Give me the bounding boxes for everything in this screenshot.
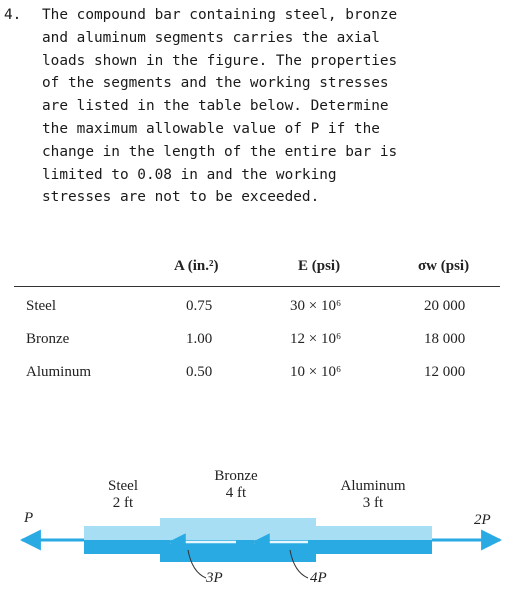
aluminum-label: Aluminum 3 ft [340, 478, 406, 511]
bronze-label: Bronze 4 ft [214, 468, 258, 501]
table-row [14, 331, 502, 355]
problem-line: of the segments and the working stresses [42, 75, 389, 92]
load-label-left: P [24, 510, 34, 526]
header-modulus: E (psi) [298, 258, 341, 274]
row-area: 0.75 [186, 298, 213, 314]
steel-label: Steel 2 ft [108, 478, 138, 511]
problem-line: are listed in the table below. Determine [42, 98, 389, 115]
problem-statement [4, 4, 504, 209]
row-material: Steel [26, 298, 56, 314]
row-stress: 20 000 [424, 298, 466, 314]
load-label-4p: 4P [310, 570, 327, 586]
header-area: A (in.²) [174, 258, 219, 274]
table-header [14, 258, 502, 284]
problem-line: the maximum allowable value of P if the [42, 120, 380, 137]
aluminum-segment-shade [316, 540, 432, 554]
row-stress: 18 000 [424, 331, 466, 347]
problem-line: change in the length of the entire bar is [42, 143, 398, 160]
table-row [14, 364, 502, 388]
load-label-right: 2P [474, 512, 491, 528]
problem-line: loads shown in the figure. The properties [42, 52, 398, 69]
steel-segment-shade [84, 540, 164, 554]
row-material: Bronze [26, 331, 70, 347]
row-modulus: 10 × 10⁶ [290, 364, 342, 380]
row-modulus: 30 × 10⁶ [290, 298, 342, 314]
problem-line: limited to 0.08 in and the working [42, 166, 337, 183]
load-label-3p: 3P [206, 570, 223, 586]
table-rule [14, 286, 500, 287]
problem-line: stresses are not to be exceeded. [42, 189, 320, 206]
problem-line: and aluminum segments carries the axial [42, 29, 380, 46]
row-modulus: 12 × 10⁶ [290, 331, 342, 347]
properties-table [14, 258, 502, 380]
problem-number: 4. [4, 7, 22, 23]
table-row [14, 298, 502, 322]
bar-figure [0, 462, 508, 596]
row-stress: 12 000 [424, 364, 466, 380]
row-material: Aluminum [26, 364, 92, 380]
header-stress: σw (psi) [418, 258, 470, 274]
problem-line: The compound bar containing steel, bronze [42, 7, 398, 23]
row-area: 1.00 [186, 331, 213, 347]
row-area: 0.50 [186, 364, 213, 380]
